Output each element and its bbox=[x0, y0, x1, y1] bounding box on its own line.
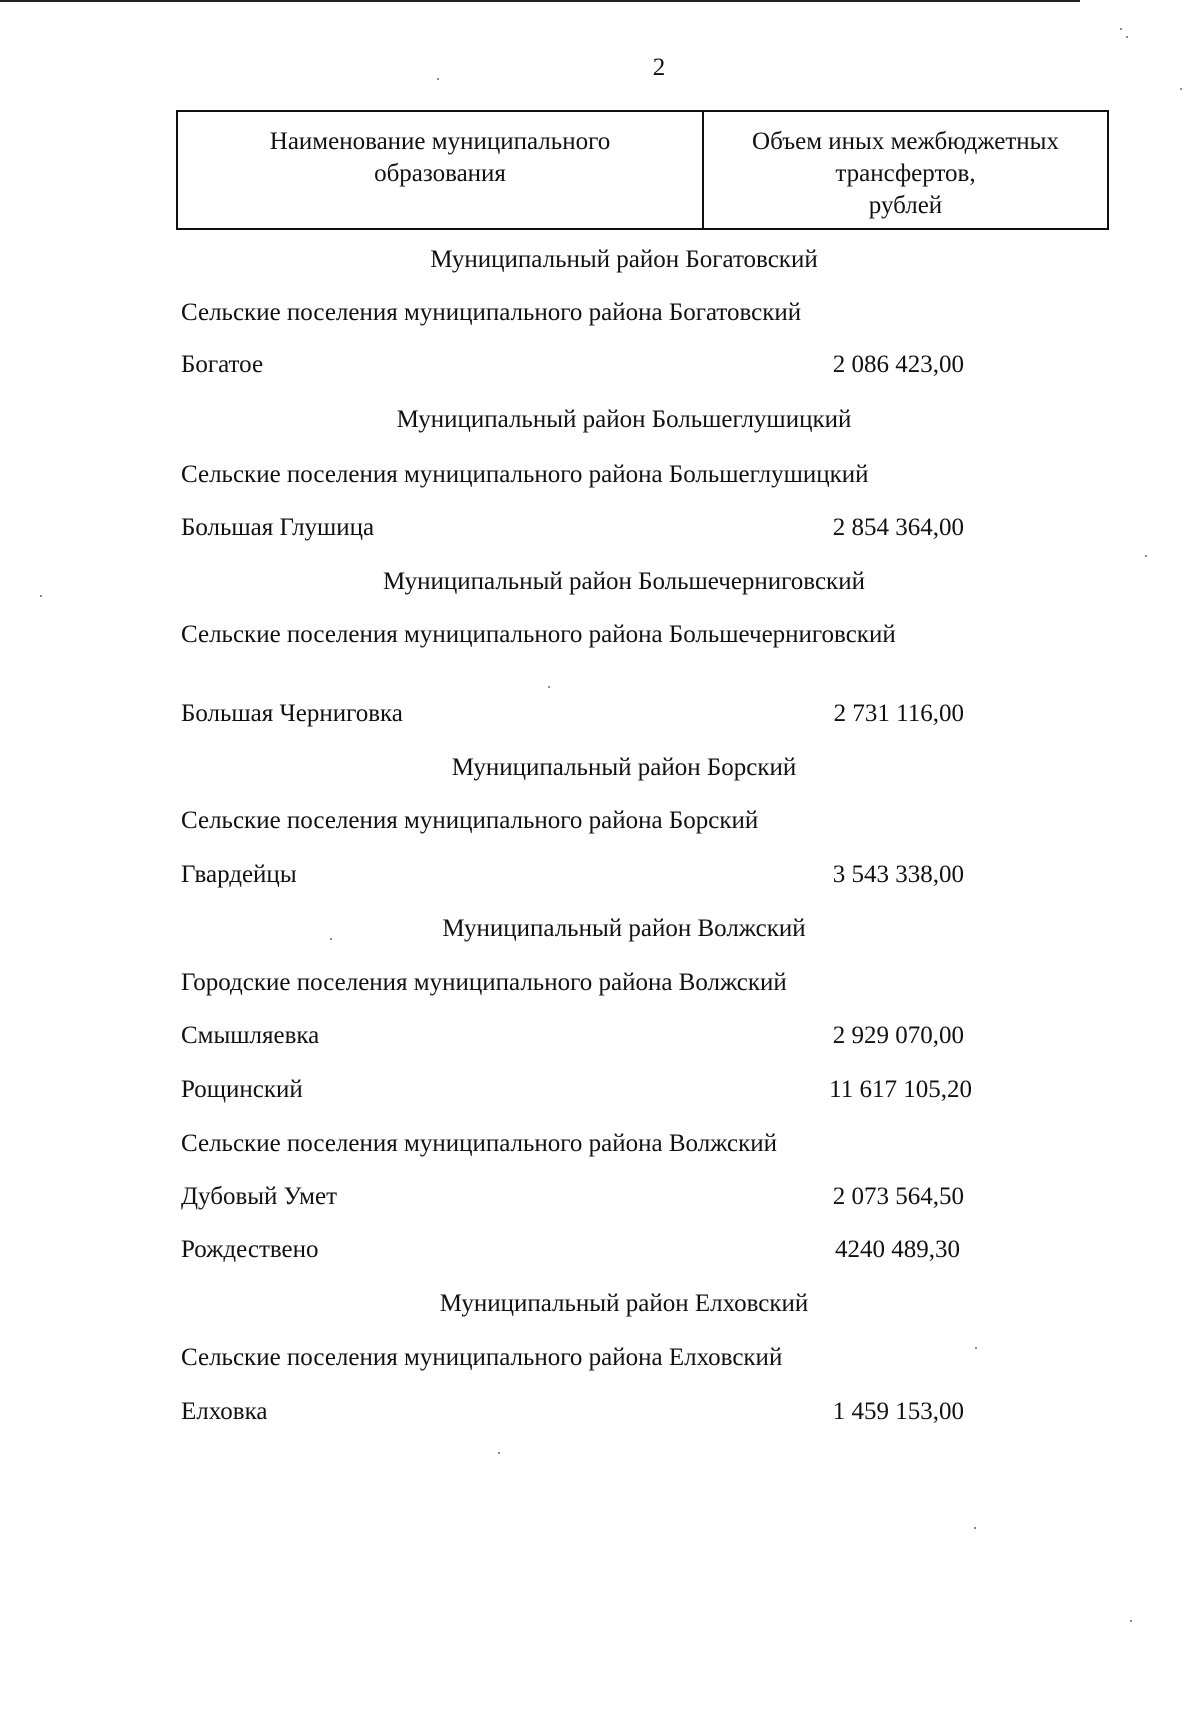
settlement-type-heading: Сельские поселения муниципального района Борский bbox=[181, 807, 759, 834]
page-number: 2 bbox=[652, 54, 666, 81]
scan-speck bbox=[1145, 555, 1147, 557]
district-heading: Муниципальный район Борский bbox=[451, 754, 797, 781]
transfer-amount: 2 073 564,50 bbox=[832, 1183, 964, 1210]
scan-speck bbox=[498, 1452, 500, 1454]
settlement-row bbox=[0, 1395, 1200, 1429]
scan-speck bbox=[437, 78, 439, 80]
settlement-type-heading: Сельские поселения муниципального района Елховский bbox=[181, 1344, 783, 1371]
scan-speck bbox=[1120, 28, 1122, 30]
column-header-name: Наименование муниципального образования bbox=[178, 112, 704, 228]
transfer-amount: 2 929 070,00 bbox=[832, 1022, 964, 1049]
settlement-name: Рощинский bbox=[181, 1076, 303, 1103]
settlement-name: Большая Глушица bbox=[181, 514, 375, 541]
district-heading: Муниципальный район Елховский bbox=[439, 1290, 809, 1317]
district-heading: Муниципальный район Волжский bbox=[442, 915, 806, 942]
scan-speck bbox=[1180, 88, 1182, 90]
scan-speck bbox=[330, 938, 332, 940]
settlement-row bbox=[0, 858, 1200, 892]
table-header bbox=[176, 110, 1109, 230]
settlement-row bbox=[0, 348, 1200, 382]
settlement-type-heading: Сельские поселения муниципального района Волжский bbox=[181, 1130, 778, 1157]
column-header-amount: Объем иных межбюджетных трансфертов, рублей bbox=[752, 128, 1059, 219]
scan-speck bbox=[1130, 1620, 1132, 1622]
transfer-amount: 1 459 153,00 bbox=[832, 1398, 964, 1425]
settlement-row bbox=[0, 511, 1200, 545]
district-heading: Муниципальный район Богатовский bbox=[430, 246, 818, 273]
district-heading: Муниципальный район Большеглушицкий bbox=[396, 406, 852, 433]
settlement-row bbox=[0, 697, 1200, 731]
settlement-name: Большая Черниговка bbox=[181, 700, 403, 727]
scan-top-edge bbox=[0, 0, 1080, 2]
district-heading: Муниципальный район Большечерниговский bbox=[383, 568, 865, 595]
settlement-name: Смышляевка bbox=[181, 1022, 320, 1049]
transfer-amount: 2 731 116,00 bbox=[833, 700, 964, 727]
transfer-amount: 2 086 423,00 bbox=[832, 351, 964, 378]
scan-speck bbox=[974, 1527, 976, 1529]
scan-speck bbox=[40, 595, 42, 597]
settlement-name: Елховка bbox=[181, 1398, 268, 1425]
settlement-name: Дубовый Умет bbox=[181, 1183, 338, 1210]
transfer-amount: 3 543 338,00 bbox=[832, 861, 964, 888]
settlement-type-heading: Городские поселения муниципального района Волжский bbox=[181, 969, 787, 996]
scan-speck bbox=[975, 1347, 977, 1349]
transfer-amount: 4240 489,30 bbox=[835, 1236, 960, 1263]
settlement-type-heading: Сельские поселения муниципального района Большечерниговский bbox=[181, 621, 896, 648]
settlement-type-heading: Сельские поселения муниципального района Богатовский bbox=[181, 299, 802, 326]
settlement-row bbox=[0, 1073, 1200, 1107]
settlement-row bbox=[0, 1019, 1200, 1053]
settlement-name: Гвардейцы bbox=[181, 861, 297, 888]
settlement-type-heading: Сельские поселения муниципального района Большеглушицкий bbox=[181, 461, 869, 488]
scan-speck bbox=[1126, 36, 1128, 38]
settlement-row bbox=[0, 1233, 1200, 1267]
settlement-name: Богатое bbox=[181, 351, 264, 378]
transfer-amount: 11 617 105,20 bbox=[829, 1076, 972, 1103]
transfer-amount: 2 854 364,00 bbox=[832, 514, 964, 541]
settlement-name: Рождествено bbox=[181, 1236, 319, 1263]
scan-speck bbox=[548, 686, 550, 688]
settlement-row bbox=[0, 1180, 1200, 1214]
